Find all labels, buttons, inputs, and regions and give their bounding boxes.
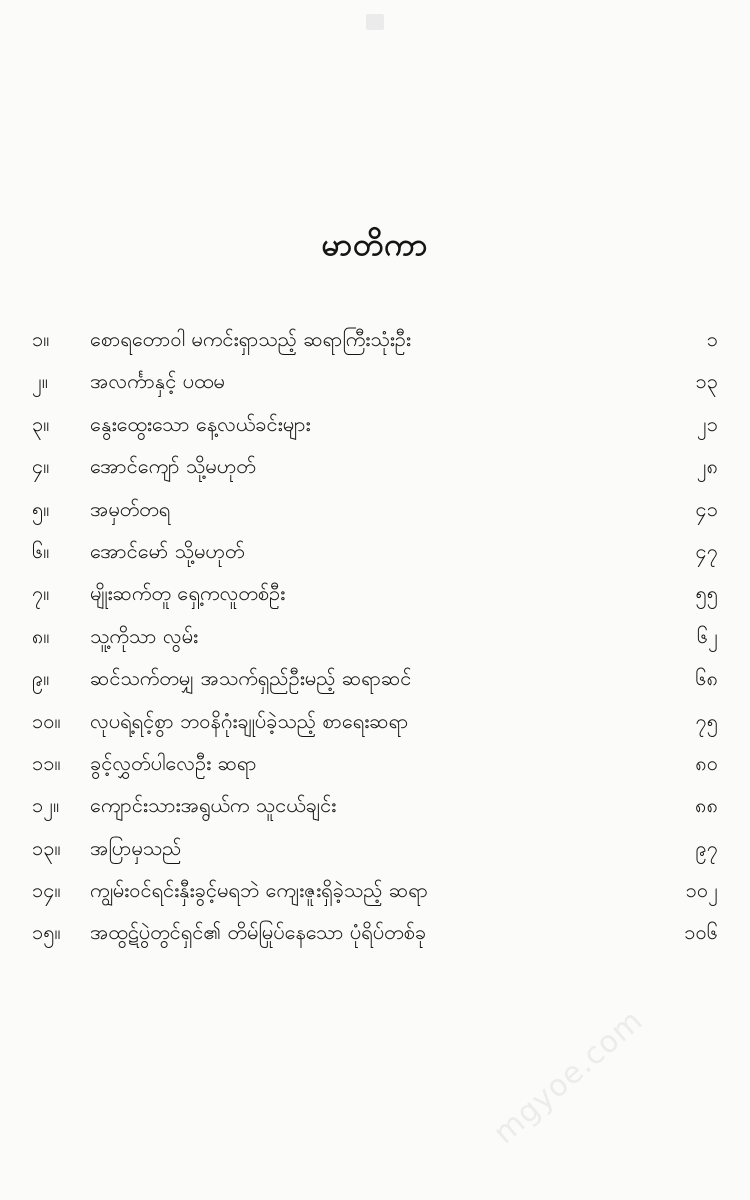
entry-page-number: ၁၀၂ — [685, 878, 718, 903]
entry-title: စောရတောဝါ မကင်းရှာသည့် ဆရာကြီးသုံးဦး — [90, 327, 411, 351]
entry-title: နွေးထွေးသော နေ့လယ်ခင်းများ — [90, 411, 311, 436]
toc-entry — [0, 913, 750, 955]
toc-entry — [0, 786, 750, 828]
entry-page-number: ၄၁ — [695, 496, 718, 521]
entry-title: အောင်ကျော် သို့မဟုတ် — [90, 454, 256, 479]
toc-entry — [0, 362, 750, 404]
entry-number: ၁။ — [32, 327, 50, 351]
entry-page-number: ၆၂ — [696, 623, 718, 648]
toc-entry — [0, 617, 750, 659]
watermark: mgyoe.com — [487, 1002, 650, 1151]
entry-number: ၅။ — [32, 496, 50, 521]
entry-number: ၆။ — [32, 538, 50, 563]
entry-number: ၁၁။ — [32, 750, 61, 775]
page-title: မာတိကာ — [321, 226, 429, 263]
toc-entry — [0, 532, 750, 574]
entry-page-number: ၈၈ — [695, 793, 718, 818]
toc-entry — [0, 405, 750, 447]
entry-number: ၈။ — [32, 623, 50, 648]
entry-number: ၂။ — [32, 369, 48, 394]
toc-entry — [0, 490, 750, 532]
entry-page-number: ၂၁ — [696, 411, 718, 436]
entry-page-number: ၈၀ — [695, 750, 718, 775]
table-of-contents — [0, 320, 750, 956]
entry-page-number: ၁၀၆ — [684, 920, 718, 945]
entry-page-number: ၆၈ — [695, 666, 718, 691]
toc-entry — [0, 659, 750, 701]
entry-page-number: ၄၇ — [695, 538, 718, 563]
entry-title: သူ့ကိုသာ လွမ်း — [90, 623, 199, 648]
entry-page-number: ၇၅ — [695, 708, 718, 733]
entry-page-number: ၁၃ — [695, 369, 718, 394]
entry-title: အောင်မော် သို့မဟုတ် — [90, 538, 245, 563]
entry-page-number: ၉၇ — [695, 835, 718, 860]
toc-entry — [0, 320, 750, 362]
entry-title: ကျွမ်းဝင်ရင်းနှီးခွင့်မရဘဲ ကျေးဇူးရှိခဲ့သည့် ဆရာ — [90, 878, 428, 903]
entry-page-number: ၅၅ — [695, 581, 718, 606]
entry-number: ၇။ — [32, 581, 50, 606]
top-mark — [366, 14, 384, 30]
entry-number: ၁၄။ — [32, 878, 61, 903]
entry-title: အပြာမှသည် — [90, 835, 182, 860]
toc-entry — [0, 574, 750, 616]
toc-entry — [0, 744, 750, 786]
entry-number: ၁၅။ — [32, 920, 61, 945]
entry-title: ခွင့်လွှတ်ပါလေဦး ဆရာ — [90, 750, 257, 775]
entry-title: မျိုးဆက်တူ ရှေ့ကလူတစ်ဦး — [90, 581, 286, 606]
entry-number: ၁၀။ — [32, 708, 61, 733]
entry-number: ၁၂။ — [32, 793, 60, 818]
entry-page-number: ၂၈ — [696, 454, 718, 479]
toc-entry — [0, 871, 750, 913]
entry-title: အထွဋ်ပွဲတွင်ရှင်၏ တိမ်မြုပ်နေသော ပုံရိပ်တစ်ခု — [90, 920, 427, 945]
entry-number: ၄။ — [32, 454, 50, 479]
toc-entry — [0, 447, 750, 489]
entry-title: ဆင်သက်တမျှ အသက်ရှည်ဦးမည့် ဆရာဆင် — [90, 666, 412, 691]
entry-page-number: ၁ — [706, 327, 718, 351]
entry-number: ၃။ — [32, 411, 50, 436]
entry-number: ၁၃။ — [32, 835, 61, 860]
toc-entry — [0, 829, 750, 871]
entry-title: လုပရဲ့ရင့်စွာ ဘ၀နိဂုံးချုပ်ခဲ့သည့် စာရေးဆရာ — [90, 708, 409, 733]
toc-entry — [0, 702, 750, 744]
entry-number: ၉။ — [32, 666, 50, 691]
entry-title: အလင်္ကာနှင့် ပထမ — [90, 369, 225, 394]
entry-title: အမှတ်တရ — [90, 496, 171, 521]
entry-title: ကျောင်းသားအရွယ်က သူငယ်ချင်း — [90, 793, 337, 818]
